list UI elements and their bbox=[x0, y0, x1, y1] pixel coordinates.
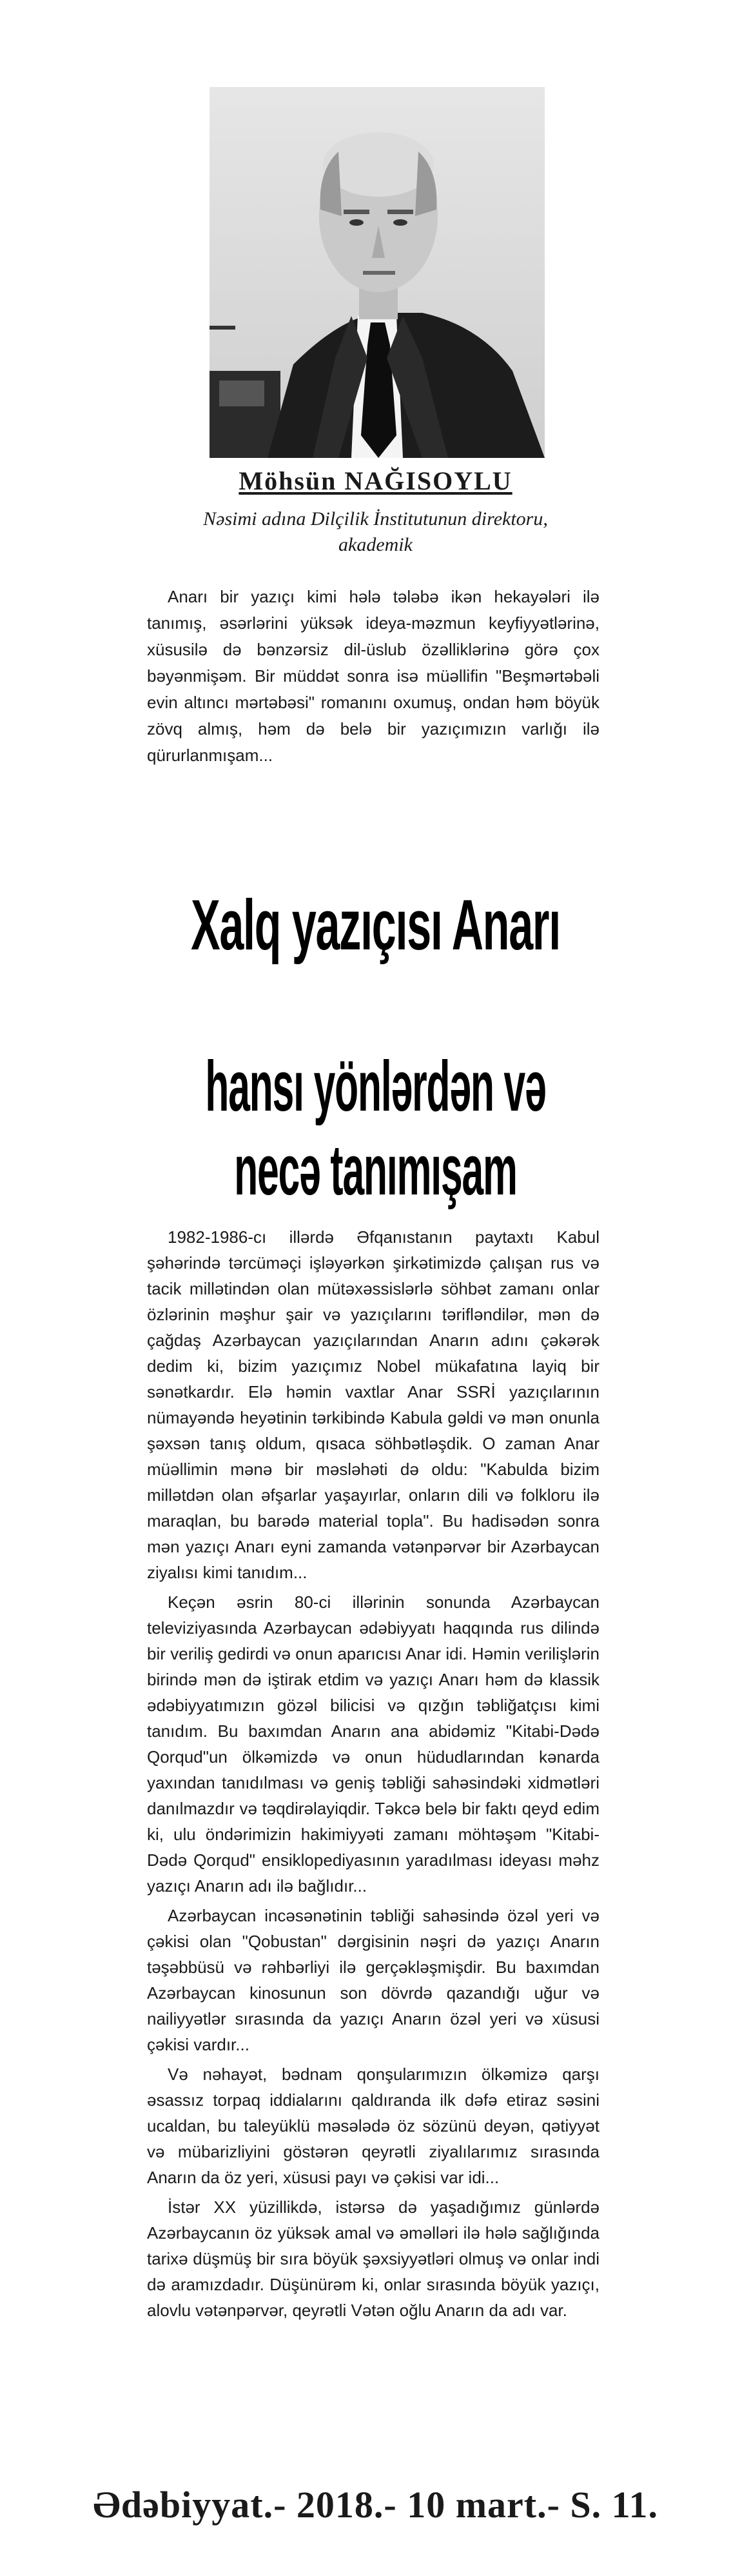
author-title bbox=[0, 506, 751, 558]
source-citation: Ədəbiyyat.- 2018.- 10 mart.- S. 11. bbox=[93, 2484, 658, 2526]
author-name: Möhsün NAĞISOYLU bbox=[239, 466, 512, 495]
body-paragraph: Azərbaycan incəsənətinin təbliği sahəsində özəl yeri və çəkisi olan "Qobustan" dərgisinin nəşri də yazıçı Anarın təşəbbüsü və rəhbərliyi ilə gerçəkləşmişdir. Bu baxımdan Azərbaycan kinosunun son dövrdə qazandığı uğur və nailiyyətlər sırasında da yazıçı Anarın özəl yeri və xüsusi çəkisi vardır... bbox=[147, 1906, 600, 2054]
article-body bbox=[147, 1224, 600, 2327]
author-portrait-illustration bbox=[210, 87, 545, 458]
headline-line1: Xalq yazıçısı Anarı bbox=[191, 886, 560, 965]
author-photo bbox=[210, 87, 545, 458]
body-paragraph: Və nəhayət, bədnam qonşularımızın ölkəmizə qarşı əsassız torpaq iddialarını qaldıranda ilk dəfə etiraz səsini ucaldan, bu taleyüklü məsələdə öz sözünü deyən, qətiyyət və mübarizliyini göstərən qeyrətli ziyalılarımız sırasında Anarın da öz yeri, xüsusi payı və çəkisi var idi... bbox=[147, 2065, 600, 2187]
author-title-line1: Nəsimi adına Dilçilik İnstitutunun direktoru, bbox=[203, 508, 548, 530]
intro-text: Anarı bir yazıçı kimi hələ tələbə ikən hekayələri ilə tanımış, əsərlərini yüksək ideya-məzmun keyfiyyətlərinə, xüsusilə də bənzərsiz dil-üslub özəlliklərinə görə çox bəyənmişəm. Bir müddət sonra isə müəllifin "Beşmərtəbəli evin altıncı mərtəbəsi" romanını oxumuş, ondan həm böyük zövq almış, həm də belə bir yazıçımızın varlığı ilə qürurlanmışam... bbox=[147, 587, 600, 765]
body-paragraph: Keçən əsrin 80-ci illərinin sonunda Azərbaycan televiziyasında Azərbaycan ədəbiyyatı haqqında rus dilində bir veriliş gedirdi və onun aparıcısı Anar idi. Həmin verilişlərin birində mən də iştirak etdim və yazıçı Anarı həm də klassik ədəbiyyatımızın gözəl bilicisi və qızğın təbliğatçısı kimi tanıdım. Bu baxımdan Anarın ana abidəmiz "Kitabi-Dədə Qorqud"un ölkəmizdə və onun hüdudlarından kənarda yaxından tanıdılması və geniş təbliği sahəsindəki xidmətləri danılmazdır və təqdirəlayiqdir. Təkcə belə bir faktı qeyd edim ki, ulu öndərimizin hakimiyyəti zamanı möhtəşəm "Kitabi-Dədə Qorqud" ensiklopediyasının yaradılması ideyası məhz yazıçı Anarın adı ilə bağlıdır... bbox=[147, 1592, 600, 1896]
intro-paragraph bbox=[147, 584, 600, 769]
body-paragraph: 1982-1986-cı illərdə Əfqanıstanın paytaxtı Kabul şəhərində tərcüməçi işləyərkən şirkətimizdə çalışan rus və tacik millətindən olan mütəxəssislərlə söhbət zamanı onlar özlərinin məşhur şair və yazıçılarını tərifləndilər, mən də çağdaş Azərbaycan yazıçılarından Anarın adını çəkərək dedim ki, bizim yazıçımız Nobel mükafatına layiq bir sənətkardır. Elə həmin vaxtlar Anar SSRİ yazıçılarının nümayəndə heyətinin tərkibində Kabula gəldi və mən onunla şəxsən tanış oldum, qısaca söhbətləşdik. O zaman Anar müəllimin mənə bir məsləhəti də oldu: "Kabulda bizim millətdən olan əfşarlar yaşayırlar, onların dili və folkloru ilə maraqlan, bu barədə material topla". Bu hadisədən sonra mən yazıçı Anarı eyni zamanda vətənpərvər bir Azərbaycan ziyalısı kimi tanıdım... bbox=[147, 1227, 600, 1582]
author-title-line2: akademik bbox=[338, 534, 413, 555]
body-paragraph: İstər XX yüzillikdə, istərsə də yaşadığımız günlərdə Azərbaycanın öz yüksək amal və əməlləri ilə hələ sağlığında tarixə düşmüş bir sıra böyük şəxsiyyətləri olmuş və onlar indi də aramızdadır. Düşünürəm ki, onlar sırasında böyük yazıçı, alovlu vətənpərvər, qeyrətli Vətən oğlu Anarın da adı var. bbox=[147, 2197, 600, 2320]
headline-line2: hansı yönlərdən və necə tanımışam bbox=[205, 1047, 546, 1210]
